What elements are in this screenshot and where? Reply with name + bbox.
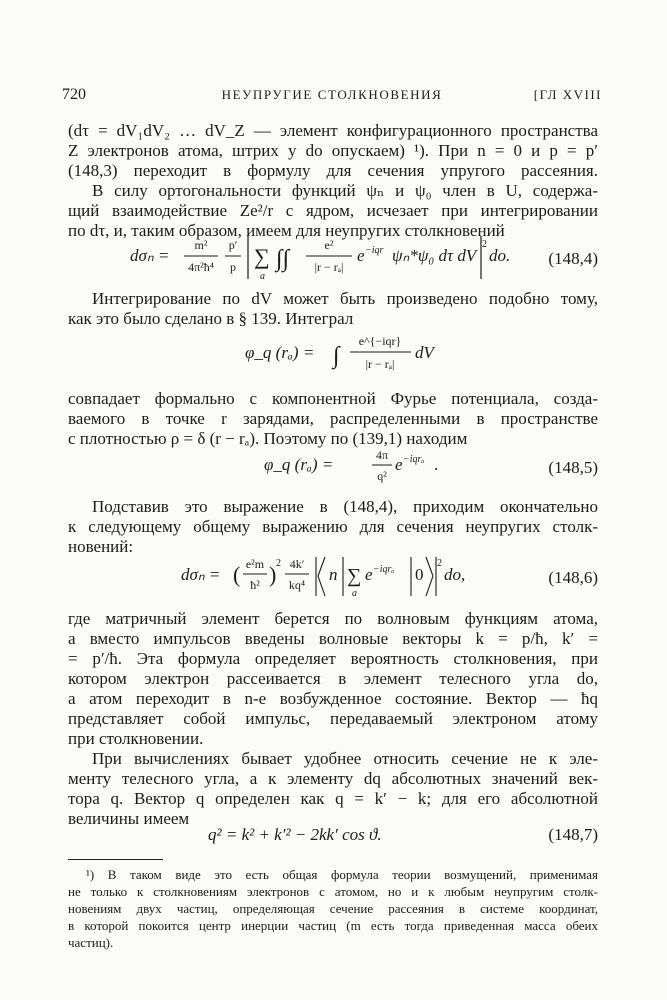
chapter-label: [ГЛ XVIII bbox=[533, 87, 602, 102]
text-line: как это было сделано в § 139. Интеграл bbox=[68, 309, 354, 328]
text-line: В силу ортогональности функций ψₙ и ψ₀ член в U, содержа- bbox=[92, 181, 598, 200]
equation-148-6-formula bbox=[181, 554, 501, 602]
eq6-tail: do, bbox=[444, 565, 466, 584]
text-line: совпадает формально с компонентной Фурье потенциала, созда- bbox=[68, 389, 598, 408]
footnote-line: новениям двух частиц, определяющая сечение рассеяния в системе координат, bbox=[68, 901, 598, 916]
text-line: а атом переходит в n-е возбужденное состояние. Вектор — ħq bbox=[68, 689, 598, 708]
equation-148-4-formula bbox=[130, 235, 510, 283]
eq-frac2-num: p′ bbox=[228, 238, 238, 252]
integral-lhs: φ_q (rₐ) = bbox=[245, 343, 315, 362]
text-line: представляет собой импульс, передаваемый электроном атому bbox=[68, 709, 598, 728]
text-line: щий взаимодействие Ze²/r с ядром, исчезает при интегрировании bbox=[68, 201, 598, 220]
running-header bbox=[62, 86, 602, 106]
svg-text:(: ( bbox=[233, 562, 241, 587]
equation-number: (148,5) bbox=[548, 458, 598, 477]
text-line: (148,3) переходит в формулу для сечения упругого рассеяния. bbox=[68, 161, 598, 180]
integral-den: |r − rₐ| bbox=[365, 357, 395, 371]
text-line: ваемого в точке r зарядами, распределенными в пространстве bbox=[68, 409, 598, 428]
svg-text:e: e bbox=[365, 565, 373, 584]
text-line: тора q. Вектор q определен как q = k′ − k; для его абсолютной bbox=[68, 789, 598, 808]
equation-number: (148,7) bbox=[548, 825, 598, 844]
text-line: = p′/ħ. Эта формула определяет вероятность столкновения, при bbox=[68, 649, 598, 668]
eq6-ket: 0 bbox=[415, 565, 424, 584]
equation-number: (148,4) bbox=[548, 249, 598, 268]
text-line: котором электрон рассеивается в элемент телесного угла do, bbox=[68, 669, 598, 688]
integral-num: e^{−iqr} bbox=[358, 334, 402, 348]
equation-integral bbox=[68, 330, 598, 378]
text-line: по dτ, и, таким образом, имеем для неупругих столкновений bbox=[68, 221, 505, 240]
eq-lhs: dσₙ = bbox=[130, 246, 170, 265]
text-line: Z электронов атома, штрих у do опускаем) ¹). При n = 0 и p = p′ bbox=[68, 141, 598, 160]
footnote-line: ¹) В таком виде это есть общая формула теории возмущений, применимая bbox=[86, 867, 598, 882]
equation-148-4 bbox=[68, 235, 598, 283]
text-line: а вместо импульсов введены волновые векторы k = p/ħ, k′ = bbox=[68, 629, 598, 648]
eq6-sum-index: a bbox=[352, 588, 357, 599]
eq5-lhs: φ_q (rₐ) = bbox=[264, 455, 334, 474]
eq-sum-index: a bbox=[260, 271, 265, 282]
equation-148-5-formula bbox=[264, 446, 464, 486]
svg-text:2: 2 bbox=[437, 558, 442, 569]
eq5-num: 4π bbox=[375, 448, 389, 462]
text-line: Интегрирование по dV может быть произведено подобно тому, bbox=[92, 289, 598, 308]
footnote-line: не только к столкновениям электронов с атомом, но и к любым неупругим столк- bbox=[68, 884, 598, 899]
eq-exp: −iqr bbox=[365, 245, 384, 256]
svg-text:∑: ∑ bbox=[347, 565, 362, 587]
eq-tail: do. bbox=[489, 246, 510, 265]
eq6-bra: n bbox=[329, 565, 338, 584]
footnote-rule bbox=[68, 859, 163, 860]
eq6-lhs: dσₙ = bbox=[181, 565, 221, 584]
eq6-f1-den: ħ² bbox=[250, 578, 260, 592]
text-line: (dτ = dV₁dV₂ … dV_Z — элемент конфигурационного пространства bbox=[68, 121, 598, 140]
equation-148-7 bbox=[68, 825, 598, 849]
page-number: 720 bbox=[62, 86, 86, 103]
text-line: менту телесного угла, а к элементу dq абсолютных значений век- bbox=[68, 769, 598, 788]
running-title: НЕУПРУГИЕ СТОЛКНОВЕНИЯ bbox=[221, 87, 443, 102]
footnote-line: частиц). bbox=[68, 935, 114, 950]
eq6-f2-den: kq⁴ bbox=[288, 578, 306, 592]
svg-text:e: e bbox=[357, 246, 365, 265]
equation-number: (148,6) bbox=[548, 568, 598, 587]
svg-text:∑: ∑ bbox=[254, 244, 270, 269]
text-line: с плотностью ρ = δ (r − rₐ). Поэтому по (139,1) находим bbox=[68, 429, 468, 448]
svg-text:): ) bbox=[269, 562, 277, 587]
text-line: При вычислениях бывает удобнее относить сечение не к эле- bbox=[92, 749, 598, 768]
text-line: при столкновении. bbox=[68, 729, 204, 748]
text-line: новений: bbox=[68, 537, 134, 556]
svg-text:∫: ∫ bbox=[333, 343, 340, 369]
text-line: к следующему общему выражению для сечения неупругих столк- bbox=[68, 517, 598, 536]
eq6-f2-num: 4k′ bbox=[289, 557, 305, 571]
svg-text:e: e bbox=[395, 455, 403, 474]
eq-int-num: e² bbox=[324, 238, 334, 252]
eq6-exp: −iqrₐ bbox=[373, 564, 395, 575]
svg-text:2: 2 bbox=[276, 558, 281, 569]
integral-tail: dV bbox=[415, 343, 434, 362]
eq-frac2-den: p bbox=[230, 260, 236, 274]
eq5-exp: −iqrₐ bbox=[403, 454, 425, 465]
text-line: величины имеем bbox=[68, 809, 190, 828]
eq-frac1-den: 4π²ħ⁴ bbox=[188, 260, 214, 274]
equation-148-5 bbox=[68, 446, 598, 486]
text-line: Подставив это выражение в (148,4), приходим окончательно bbox=[92, 497, 598, 516]
equation-148-7-formula: q² = k² + k′² − 2kk′ cos ϑ. bbox=[208, 825, 382, 844]
svg-text:2: 2 bbox=[482, 239, 487, 250]
eq6-f1-num: e²m bbox=[245, 557, 265, 571]
integral-formula bbox=[245, 330, 505, 378]
eq5-tail: . bbox=[434, 455, 439, 474]
eq-int-den: |r − rₐ| bbox=[314, 260, 344, 274]
eq-integrand: ψₙ*ψ₀ dτ dV bbox=[392, 246, 477, 265]
svg-text:∫∫: ∫∫ bbox=[276, 246, 290, 272]
eq-frac1-num: m² bbox=[194, 238, 208, 252]
eq5-den: q² bbox=[377, 469, 387, 483]
equation-148-6 bbox=[68, 554, 598, 602]
text-line: где матричный элемент берется по волновым функциям атома, bbox=[68, 609, 598, 628]
footnote-line: в которой покоится центр инерции частиц (m есть тогда приведенная масса обеих bbox=[68, 918, 598, 933]
